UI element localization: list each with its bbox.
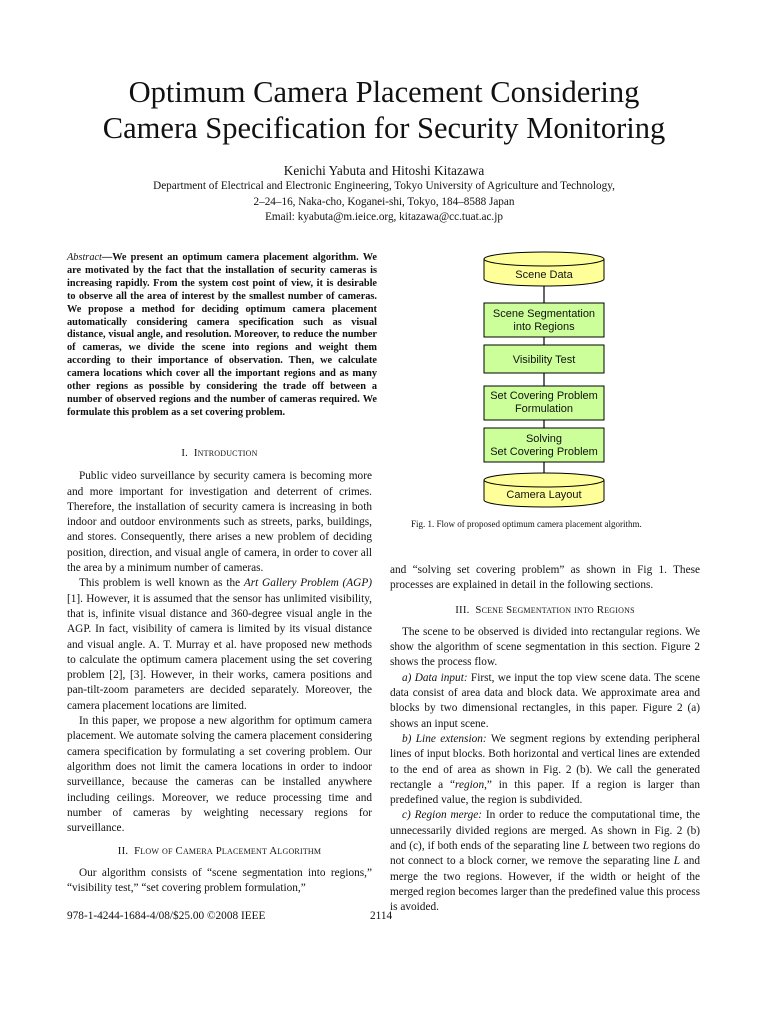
text-run: [1]. However, it is assumed that the sensor has unlimited visibility, that is, infinite visual distance and 360-degree visual angle in the AGP. In fact, visibility of camera is limited by its visual distance and visual angle. A. T. Murray et al. have proposed new methods to calculate the optimum camera placement using the set covering problem [2], [3]. However, in their works, camera positions and pan-tilt-zoom parameters are decided separately. Moreover, the camera placement locations are limited. <box>67 592 372 712</box>
page-number: 2114 <box>370 910 393 922</box>
formulation-node <box>484 386 604 420</box>
math-symbol-L: L <box>582 840 589 853</box>
address-line: 2–24–16, Naka-cho, Koganei-shi, Tokyo, 184–8588 Japan <box>253 195 515 208</box>
abstract-text: —We present an optimum camera placement algorithm. We are motivated by the fact that the installation of security cameras is increasing rapidly. From the system cost point of view, it is desirable to observe all the area of interest by the smallest number of cameras. We propose a method for deciding optimum camera placement automatically considering camera specification such as visual distance, visual angle, and resolution. Moreover, to reduce the number of cameras, we divide the scene into regions and weight them according to their importance of observation. Then, we calculate camera locations which cover all the important regions and as many other regions as possible by considering the trade off between a number of observed regions and the number of cameras required. We formulate this problem as a set covering problem. <box>67 252 377 418</box>
scene-data-label: Scene Data <box>515 269 573 281</box>
text-run: In order to reduce the computational time, the unnecessarily divided regions are merged. As shown in Fig. 2 (b) and (c), if both ends of the separating line <box>390 809 701 853</box>
solving-label-1: Solving <box>525 433 563 445</box>
flow-paragraph-1: Our algorithm consists of “scene segmentation into regions,” “visibility test,” “set covering problem formulation,” <box>67 866 372 895</box>
abstract-label: Abstract <box>67 252 102 263</box>
paragraph-line-extension <box>390 732 700 808</box>
intro-paragraph-1: Public video surveillance by security camera is becoming more and more important for investigation and deterrent of crimes. Therefore, the installation of security camera is increasing in both indoor and outdoor environments such as streets, parks, buildings, and stores. Consequently, there arises a new problem of deciding position, direction, and visual angle of camera, in order to cover all the area by a minimum number of cameras. <box>67 470 372 575</box>
affiliation-line: Department of Electrical and Electronic Engineering, Tokyo University of Agriculture and Technology, <box>153 180 615 192</box>
section-title: Scene Segmentation into Regions <box>475 603 635 616</box>
section-title: Introduction <box>193 447 258 459</box>
section-heading-flow <box>67 844 372 859</box>
text-run: and merge the two regions. However, if the width or height of the merged region becomes larger than the predefined value this process is avoided. <box>390 855 700 914</box>
section-heading-segmentation <box>390 603 700 618</box>
flow-paragraph-continued: and “solving set covering problem” as shown in Fig 1. These processes are explained in detail in the following sections. <box>390 564 700 592</box>
section-title: Flow of Camera Placement Algorithm <box>134 845 322 858</box>
figure-1-flowchart <box>470 250 620 512</box>
author-list: Kenichi Yabuta and Hitoshi Kitazawa <box>283 163 485 178</box>
affiliation-block <box>0 179 768 226</box>
title-line-2: Camera Specification for Security Monitoring <box>102 111 666 145</box>
math-symbol-L: L <box>673 855 681 868</box>
text-run: This problem is well known as the <box>79 577 244 590</box>
paragraph-label: a) Data input: <box>402 671 468 684</box>
segmentation-label-1: Scene Segmentation <box>492 308 596 320</box>
segmentation-node <box>484 303 604 337</box>
text-run: We segment regions by extending peripheral lines of input blocks. Both horizontal and vertical lines are extended to the end of area as shown in Fig. 2 (b). We call the generated rectangle a “ <box>390 732 700 791</box>
intro-paragraph-3: In this paper, we propose a new algorithm for optimum camera placement. We automate solving the camera placement considering camera specification by formulating a set covering problem. Our algorithm does not limit the camera locations in order to indoor surveillance, because the cameras can be installed anywhere including ceilings. Moreover, we reduce processing time and number of cameras by weighting necessary regions for surveillance. <box>67 715 372 835</box>
figure-1-caption: Fig. 1. Flow of proposed optimum camera placement algorithm. <box>411 519 642 529</box>
paper-title <box>0 74 768 146</box>
left-column-body <box>67 446 372 896</box>
formulation-label-2: Formulation <box>514 403 574 415</box>
paragraph-region-merge <box>390 808 700 915</box>
formulation-label-1: Set Covering Problem <box>490 390 598 402</box>
segmentation-label-2: into Regions <box>513 321 575 333</box>
text-run: between two regions do not connect to a block corner, we remove the separating line <box>390 840 701 868</box>
solving-label-2: Set Covering Problem <box>490 446 598 458</box>
scene-data-node <box>484 252 604 286</box>
right-column-body <box>390 563 700 916</box>
paragraph-label: c) Region merge: <box>402 809 483 822</box>
text-run: ,” in this paper. If a region is larger than predefined value, the region is subdivided. <box>390 778 700 807</box>
camera-layout-label: Camera Layout <box>506 489 582 501</box>
emphasis-agp: Art Gallery Problem (AGP) <box>243 577 372 590</box>
emphasis-region: region <box>455 778 485 791</box>
paragraph-data-input <box>390 671 700 732</box>
paragraph-label: b) Line extension: <box>402 732 487 745</box>
visibility-label: Visibility Test <box>512 354 576 366</box>
copyright-footer: 978-1-4244-1684-4/08/$25.00 ©2008 IEEE <box>67 910 266 922</box>
section-numeral: II. <box>117 845 129 858</box>
intro-paragraph-2 <box>67 576 372 714</box>
section-heading-introduction <box>67 446 372 461</box>
email-line: Email: kyabuta@m.ieice.org, kitazawa@cc.tuat.ac.jp <box>265 211 503 223</box>
camera-layout-node <box>484 473 604 507</box>
section-numeral: III. <box>455 603 470 616</box>
solving-node <box>484 428 604 462</box>
text-run: First, we input the top view scene data. The scene data consist of area data and block data. We approximate area and blocks by two dimensional rectangles, in this paper. Figure 2 (a) shows an input scene. <box>390 671 700 730</box>
section-numeral: I. <box>181 447 189 459</box>
abstract <box>67 252 377 420</box>
title-line-1: Optimum Camera Placement Considering <box>128 75 640 109</box>
visibility-node <box>484 345 604 373</box>
segmentation-paragraph-1: The scene to be observed is divided into rectangular regions. We show the algorithm of scene segmentation in this section. Figure 2 shows the process flow. <box>390 625 700 669</box>
